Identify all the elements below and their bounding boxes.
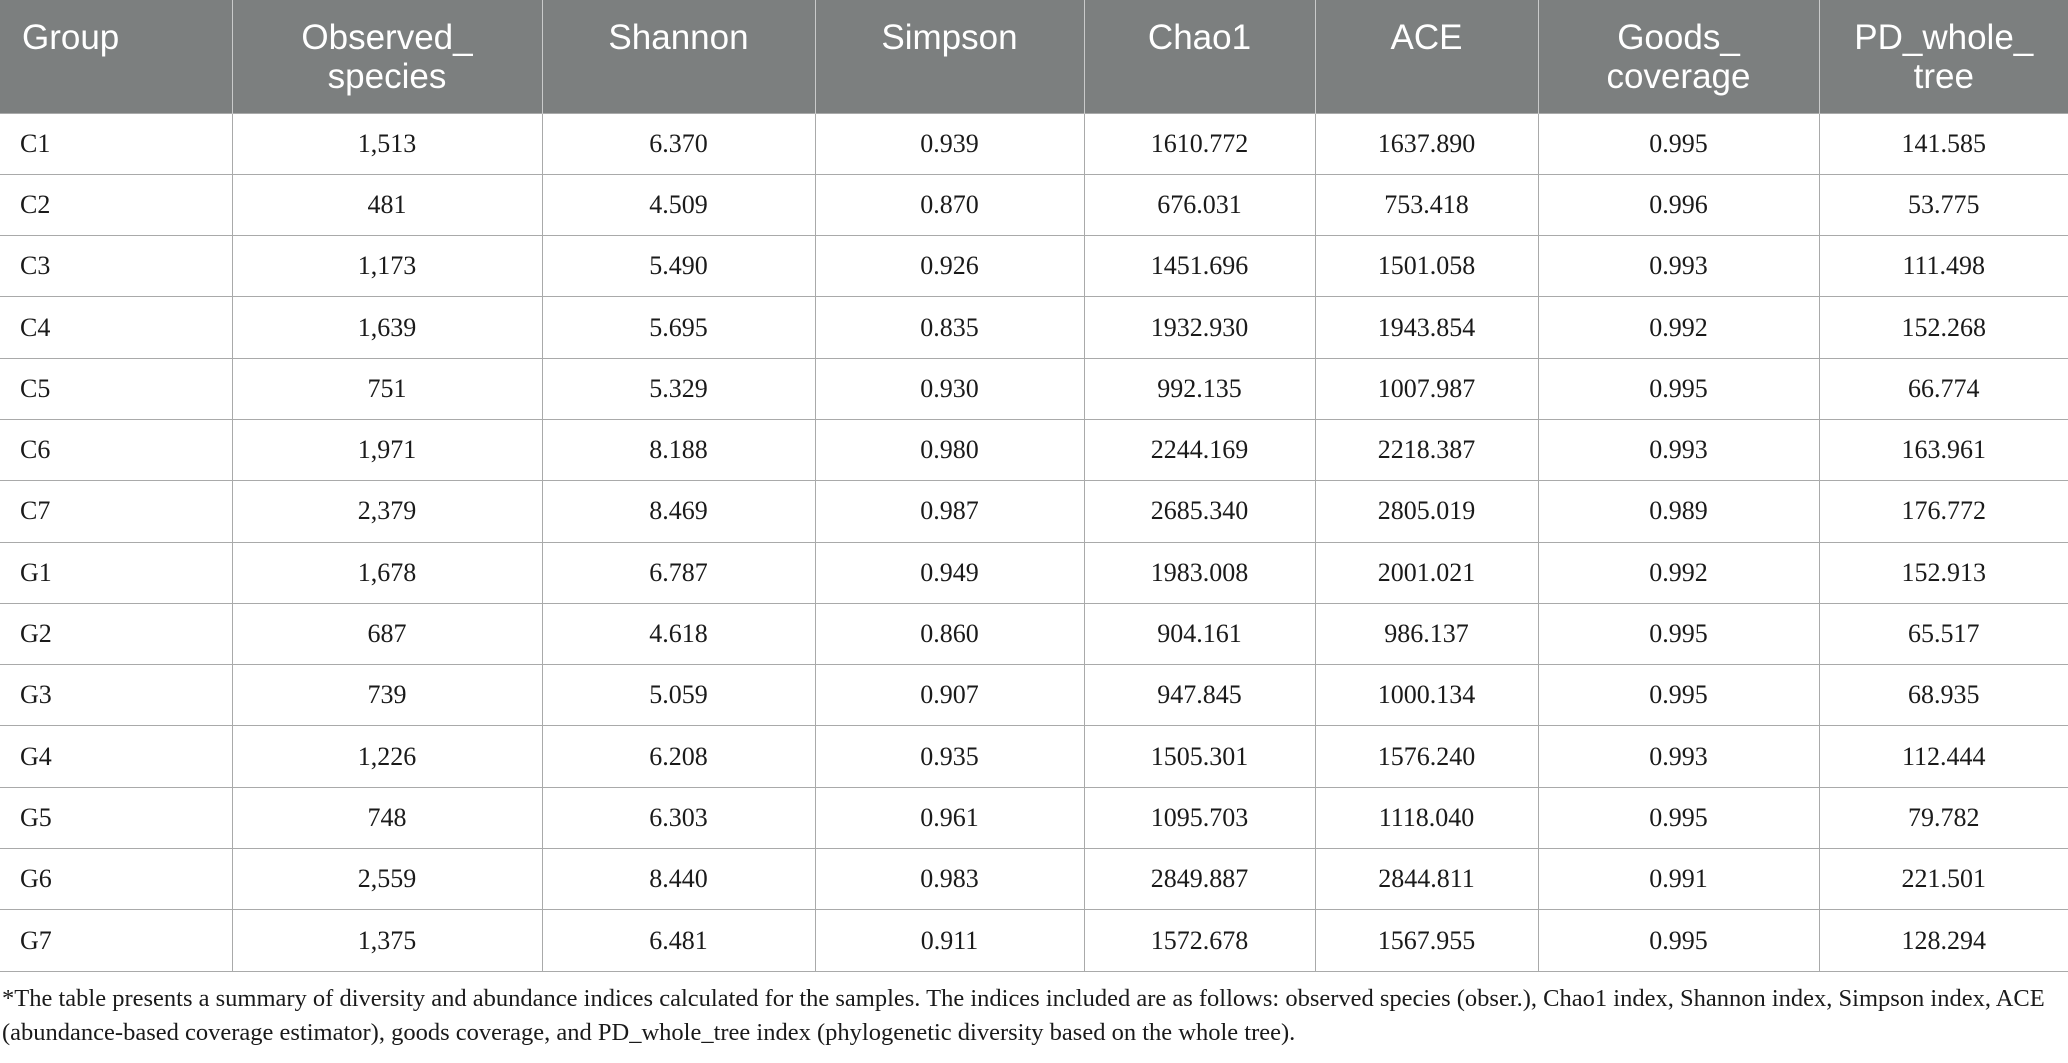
chao1-cell: 1610.772 [1084,113,1315,174]
table-row [0,542,2068,603]
group-cell: G1 [0,542,232,603]
ace-cell: 753.418 [1315,174,1538,235]
group-cell: C6 [0,419,232,480]
chao1-cell: 904.161 [1084,603,1315,664]
simpson-cell: 0.926 [815,236,1084,297]
goods-coverage-cell: 0.995 [1538,665,1819,726]
simpson-cell: 0.987 [815,481,1084,542]
goods-coverage-cell: 0.995 [1538,787,1819,848]
shannon-cell: 6.481 [542,910,815,971]
pd-whole-tree-cell: 152.913 [1819,542,2068,603]
observed-species-cell: 1,513 [232,113,542,174]
goods-coverage-cell: 0.995 [1538,358,1819,419]
column-header-ace: ACE [1315,0,1538,113]
group-cell: C2 [0,174,232,235]
ace-cell: 2805.019 [1315,481,1538,542]
pd-whole-tree-cell: 112.444 [1819,726,2068,787]
goods-coverage-cell: 0.993 [1538,236,1819,297]
goods-coverage-cell: 0.991 [1538,849,1819,910]
table-row [0,113,2068,174]
table-row [0,849,2068,910]
goods-coverage-cell: 0.992 [1538,542,1819,603]
pd-whole-tree-cell: 128.294 [1819,910,2068,971]
shannon-cell: 8.469 [542,481,815,542]
shannon-cell: 6.787 [542,542,815,603]
observed-species-cell: 1,375 [232,910,542,971]
simpson-cell: 0.980 [815,419,1084,480]
column-header-pd-whole-tree: PD_whole_ tree [1819,0,2068,113]
group-cell: G4 [0,726,232,787]
table-row [0,665,2068,726]
pd-whole-tree-cell: 176.772 [1819,481,2068,542]
chao1-cell: 2849.887 [1084,849,1315,910]
table-row [0,297,2068,358]
ace-cell: 1943.854 [1315,297,1538,358]
table-row [0,419,2068,480]
shannon-cell: 8.188 [542,419,815,480]
table-row [0,481,2068,542]
simpson-cell: 0.939 [815,113,1084,174]
simpson-cell: 0.930 [815,358,1084,419]
observed-species-cell: 481 [232,174,542,235]
column-header-group: Group [0,0,232,113]
shannon-cell: 4.509 [542,174,815,235]
ace-cell: 1576.240 [1315,726,1538,787]
simpson-cell: 0.935 [815,726,1084,787]
goods-coverage-cell: 0.995 [1538,113,1819,174]
shannon-cell: 6.303 [542,787,815,848]
chao1-cell: 1932.930 [1084,297,1315,358]
simpson-cell: 0.949 [815,542,1084,603]
group-cell: C5 [0,358,232,419]
pd-whole-tree-cell: 221.501 [1819,849,2068,910]
shannon-cell: 5.490 [542,236,815,297]
shannon-cell: 5.329 [542,358,815,419]
shannon-cell: 5.695 [542,297,815,358]
table-row [0,603,2068,664]
pd-whole-tree-cell: 163.961 [1819,419,2068,480]
ace-cell: 1000.134 [1315,665,1538,726]
table-footnote: *The table presents a summary of diversity and abundance indices calculated for the samples. The indices included are as follows: observed species (obser.), Chao1 index, Shannon index, Simpson index, ACE (abundance-based coverage estimator), goods coverage, and PD_whole_tree index (phylogenetic diversity based on the whole tree). [2,984,2045,1046]
column-header-simpson: Simpson [815,0,1084,113]
simpson-cell: 0.961 [815,787,1084,848]
table-body [0,113,2068,971]
observed-species-cell: 1,678 [232,542,542,603]
ace-cell: 1007.987 [1315,358,1538,419]
observed-species-cell: 1,971 [232,419,542,480]
group-cell: G7 [0,910,232,971]
group-cell: G6 [0,849,232,910]
table-row [0,726,2068,787]
group-cell: G5 [0,787,232,848]
pd-whole-tree-cell: 65.517 [1819,603,2068,664]
simpson-cell: 0.870 [815,174,1084,235]
shannon-cell: 8.440 [542,849,815,910]
table-row [0,787,2068,848]
pd-whole-tree-cell: 53.775 [1819,174,2068,235]
observed-species-cell: 1,639 [232,297,542,358]
observed-species-cell: 2,379 [232,481,542,542]
observed-species-cell: 687 [232,603,542,664]
ace-cell: 986.137 [1315,603,1538,664]
group-cell: C7 [0,481,232,542]
observed-species-cell: 2,559 [232,849,542,910]
chao1-cell: 992.135 [1084,358,1315,419]
simpson-cell: 0.835 [815,297,1084,358]
shannon-cell: 6.208 [542,726,815,787]
table-row [0,236,2068,297]
observed-species-cell: 1,173 [232,236,542,297]
group-cell: C4 [0,297,232,358]
shannon-cell: 6.370 [542,113,815,174]
chao1-cell: 947.845 [1084,665,1315,726]
ace-cell: 1118.040 [1315,787,1538,848]
goods-coverage-cell: 0.989 [1538,481,1819,542]
group-cell: C3 [0,236,232,297]
simpson-cell: 0.860 [815,603,1084,664]
goods-coverage-cell: 0.993 [1538,726,1819,787]
column-header-chao1: Chao1 [1084,0,1315,113]
chao1-cell: 1505.301 [1084,726,1315,787]
table-header-row [0,0,2068,113]
ace-cell: 1501.058 [1315,236,1538,297]
observed-species-cell: 1,226 [232,726,542,787]
table-row [0,910,2068,971]
ace-cell: 2844.811 [1315,849,1538,910]
column-header-goods-coverage: Goods_ coverage [1538,0,1819,113]
goods-coverage-cell: 0.996 [1538,174,1819,235]
pd-whole-tree-cell: 68.935 [1819,665,2068,726]
shannon-cell: 4.618 [542,603,815,664]
group-cell: C1 [0,113,232,174]
chao1-cell: 1572.678 [1084,910,1315,971]
ace-cell: 2218.387 [1315,419,1538,480]
group-cell: G2 [0,603,232,664]
pd-whole-tree-cell: 141.585 [1819,113,2068,174]
pd-whole-tree-cell: 111.498 [1819,236,2068,297]
group-cell: G3 [0,665,232,726]
goods-coverage-cell: 0.993 [1538,419,1819,480]
table-row [0,358,2068,419]
chao1-cell: 1451.696 [1084,236,1315,297]
simpson-cell: 0.907 [815,665,1084,726]
simpson-cell: 0.911 [815,910,1084,971]
goods-coverage-cell: 0.995 [1538,910,1819,971]
chao1-cell: 676.031 [1084,174,1315,235]
chao1-cell: 1983.008 [1084,542,1315,603]
chao1-cell: 2685.340 [1084,481,1315,542]
observed-species-cell: 751 [232,358,542,419]
pd-whole-tree-cell: 79.782 [1819,787,2068,848]
simpson-cell: 0.983 [815,849,1084,910]
goods-coverage-cell: 0.992 [1538,297,1819,358]
pd-whole-tree-cell: 66.774 [1819,358,2068,419]
chao1-cell: 1095.703 [1084,787,1315,848]
observed-species-cell: 748 [232,787,542,848]
ace-cell: 1567.955 [1315,910,1538,971]
shannon-cell: 5.059 [542,665,815,726]
ace-cell: 2001.021 [1315,542,1538,603]
pd-whole-tree-cell: 152.268 [1819,297,2068,358]
column-header-observed-species: Observed_ species [232,0,542,113]
chao1-cell: 2244.169 [1084,419,1315,480]
column-header-shannon: Shannon [542,0,815,113]
observed-species-cell: 739 [232,665,542,726]
ace-cell: 1637.890 [1315,113,1538,174]
goods-coverage-cell: 0.995 [1538,603,1819,664]
table-row [0,174,2068,235]
